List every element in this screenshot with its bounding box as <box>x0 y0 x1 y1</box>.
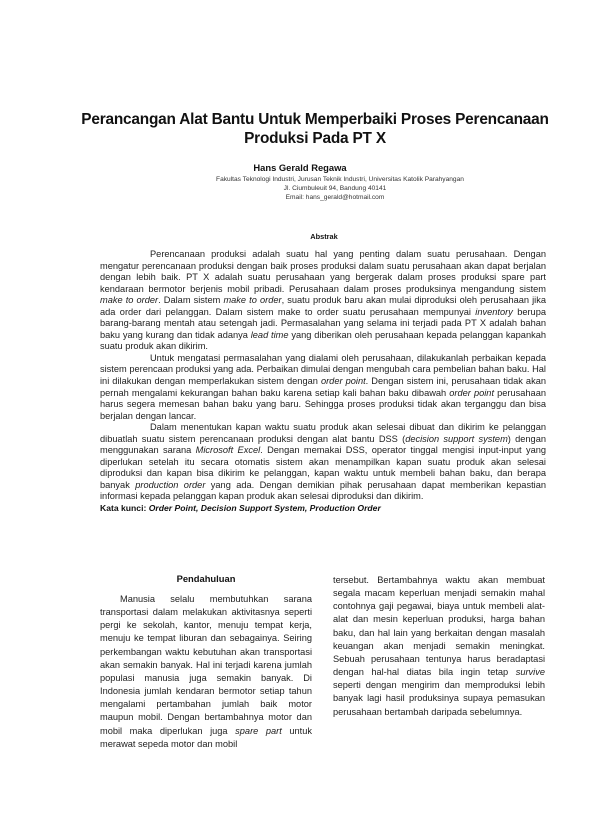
intro-paragraph-right <box>333 574 545 719</box>
author-affiliation: Fakultas Teknologi Industri, Jurusan Teknik Industri, Universitas Katolik Parahyangan <box>216 176 464 183</box>
text: yang ada. Dengan demikian pihak perusahaan dapat memberikan kepastian informasi kepada pelanggan kapan produk akan selesai diproduksi dan dikirim. <box>100 479 546 502</box>
abstract <box>100 249 546 515</box>
author-name: Hans Gerald Regawa <box>253 162 347 173</box>
text: . Dengan sistem ini, perusahaan tidak akan pernah mengalami kekurangan bahan baku karena setiap kali bahan baku dibawah <box>100 376 546 398</box>
abstract-heading: Abstrak <box>310 232 338 241</box>
intro-paragraph-left <box>100 593 312 751</box>
text: perusahaan harus segera memesan bahan baku yang baru. Sehingga proses produksi tidak akan terganggu dan bisa berjalan dengan lancar. <box>100 387 546 421</box>
author-email: Email: hans_gerald@hotmail.com <box>285 194 385 201</box>
abstract-paragraph <box>100 353 546 422</box>
italic-term: order point <box>320 376 366 387</box>
section-heading-pendahuluan: Pendahuluan <box>176 573 236 584</box>
italic-term: decision support system <box>405 433 508 444</box>
italic-term: production order <box>135 479 206 490</box>
text: Untuk mengatasi permasalahan yang dialami oleh perusahaan, dilakukanlah perbaikan kepada sistem perencaan produksi yang ada. Perbaikan dimulai dengan mengubah cara pembelian bahan baku. Hal ini dilakukan dengan memperlakukan sistem dengan <box>100 352 546 387</box>
italic-term: Microsoft Excel <box>195 445 261 456</box>
italic-term: inventory <box>475 306 513 317</box>
text: yang diberikan oleh perusahaan kepada pelanggan kapankah suatu produk akan dikirim. <box>100 329 547 352</box>
right-column <box>333 574 545 719</box>
keywords-list: Order Point, Decision Support System, Production Order <box>148 503 381 514</box>
italic-term: order point <box>449 387 495 398</box>
italic-term: lead time <box>250 329 289 340</box>
abstract-paragraph <box>100 249 546 353</box>
italic-term: make to order <box>223 295 282 306</box>
text: untuk merawat sepeda motor dan mobil <box>100 725 312 749</box>
text: Perencanaan produksi adalah suatu hal yang penting dalam suatu perusahaan. Dengan mengatur perencanaan produksi dengan baik proses produksi dalam suatu perusahaan akan dapat berjalan dengan lebih baik. PT X adalah suatu perusahaan yang bergerak dalam proses produksi spare part kendaraan bermotor berjenis mobil pribadi. Perusahaan dalam proses produksinya mengandung sistem <box>100 249 546 294</box>
text: Manusia selalu membutuhkan sarana transportasi dalam melakukan aktivitasnya seperti pergi ke sekolah, kantor, menuju tempat kerja, menuju ke tempat liburan dan sebagainya. Seiring perkembangan waktu kebutuhan akan transportasi akan semakin banyak. Hal ini terjadi karena jumlah populasi manusia juga semakin banyak. Di Indonesia jumlah kendaran bermotor setiap tahun mengalami pertambahan jumlah baik motor maupun mobil. Dengan bertambahnya motor dan mobil maka diperlukan juga <box>100 594 312 736</box>
italic-term: spare part <box>235 725 282 736</box>
text: . Dengan memakai DSS, operator tinggal mengisi input-input yang diperlukan setelah itu secara otomatis sistem akan menampilkan kapan suatu produk akan selesai diproduksi dan kapan bisa dikirim ke pelanggan, kapan waktu untuk membeli bahan baku, dan berapa banyak <box>100 445 547 490</box>
italic-term: make to order <box>100 295 159 306</box>
italic-term: survive <box>515 667 545 678</box>
text: Dalam menentukan kapan waktu suatu produk akan selesai dibuat dan dikirim ke pelanggan dibuatlah suatu sistem perencanaan produksi dengan alat bantu DSS ( <box>100 422 546 444</box>
abstract-paragraph <box>100 422 546 503</box>
text: tersebut. Bertambahnya waktu akan membuat segala macam keperluan menjadi semakin mahal contohnya gaji pegawai, biaya untuk membeli alat-alat dan mesin keperluan produksi, harga bahan baku, dan hal lain yang berkaitan dengan masalah keuangan akan menjadi semakin meningkat. Sebuah perusahaan tentunya harus beradaptasi dengan hal-hal diatas bila ingin tetap <box>333 575 545 678</box>
left-column <box>100 573 312 751</box>
text: , suatu produk baru akan mulai diproduksi oleh perusahaan jika ada order dari pelanggan. Dalam sistem make to order suatu perusahaan mempunyai <box>100 295 546 317</box>
author-address: Jl. Ciumbuleuit 94, Bandung 40141 <box>283 185 387 192</box>
paper-title: Perancangan Alat Bantu Untuk Memperbaiki Proses Perencanaan Produksi Pada PT X <box>81 111 549 147</box>
text: ) dengan menggunakan sarana <box>100 433 546 456</box>
keywords <box>100 503 546 515</box>
text: . Dalam sistem <box>158 295 224 306</box>
text: seperti dengan mengirim dan memproduksi lebih banyak lagi hasil produksinya supaya pemasukan perusahaan bertambah daripada sebelumnya. <box>333 680 545 717</box>
keywords-label: Kata kunci: <box>100 503 149 514</box>
text: berupa barang-barang mentah atau setengah jadi. Permasalahan yang selama ini terjadi pada PT X adalah bahan baku yang kurang dan tidak adanya <box>100 306 546 340</box>
